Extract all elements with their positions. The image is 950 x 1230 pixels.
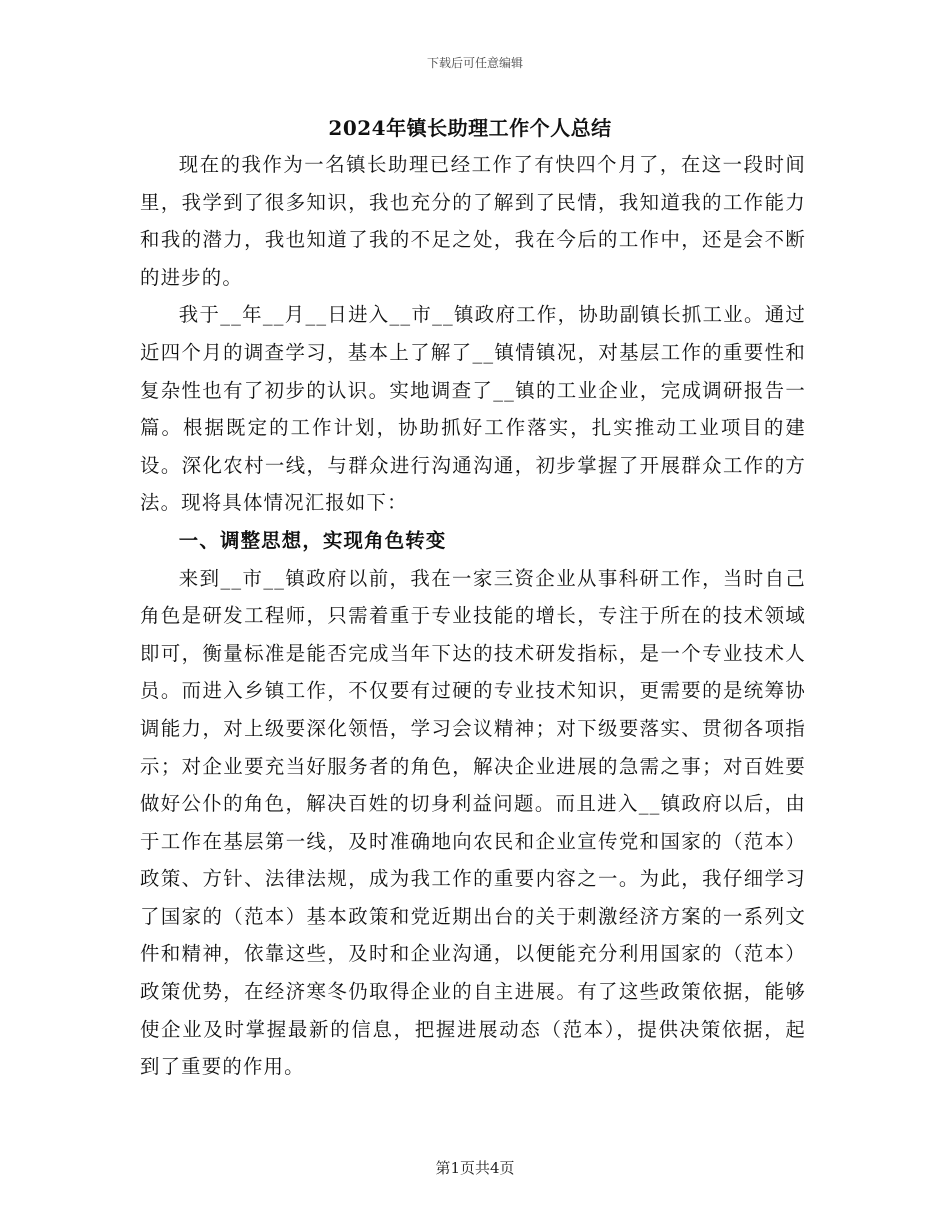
paragraph-1: 现在的我作为一名镇长助理已经工作了有快四个月了，在这一段时间里，我学到了很多知识，我也充分的了解到了民情，我知道我的工作能力和我的潜力，我也知道了我的不足之处，我在今后的工作中，还是会不断的进步的。 [140, 153, 806, 289]
header-note: 下载后可任意编辑 [426, 56, 523, 70]
section-heading: 一、调整思想，实现角色转变 [178, 528, 447, 552]
document-body [140, 146, 806, 1086]
paragraph-2: 我于__年__月__日进入__市__镇政府工作，协助副镇长抓工业。通过近四个月的调查学习，基本上了解了__镇情镇况，对基层工作的重要性和复杂性也有了初步的认识。实地调查了__镇的工业企业，完成调研报告一篇。根据既定的工作计划，协助抓好工作落实，扎实推动工业项目的建设。深化农村一线，与群众进行沟通沟通，初步掌握了开展群众工作的方法。现将具体情况汇报如下： [140, 303, 806, 515]
paragraph-3: 来到__市__镇政府以前，我在一家三资企业从事科研工作，当时自己角色是研发工程师，只需着重于专业技能的增长，专注于所在的技术领域即可，衡量标准是能否完成当年下达的技术研发指标，是一个专业技术人员。而进入乡镇工作，不仅要有过硬的专业技术知识，更需要的是统筹协调能力，对上级要深化领悟，学习会议精神；对下级要落实、贯彻各项指示；对企业要充当好服务者的角色，解决企业进展的急需之事；对百姓要做好公仆的角色，解决百姓的切身利益问题。而且进入__镇政府以后，由于工作在基层第一线，及时准确地向农民和企业宣传党和国家的（范本）政策、方针、法律法规，成为我工作的重要内容之一。为此，我仔细学习了国家的（范本）基本政策和党近期出台的关于刺激经济方案的一系列文件和精神，依靠这些，及时和企业沟通，以便能充分利用国家的（范本）政策优势，在经济寒冬仍取得企业的自主进展。有了这些政策依据，能够使企业及时掌握最新的信息，把握进展动态（范本），提供决策依据，起到了重要的作用。 [140, 566, 806, 1079]
document-title: 2024年镇长助理工作个人总结 [328, 116, 612, 140]
page-number: 第1页共4页 [435, 1159, 515, 1177]
